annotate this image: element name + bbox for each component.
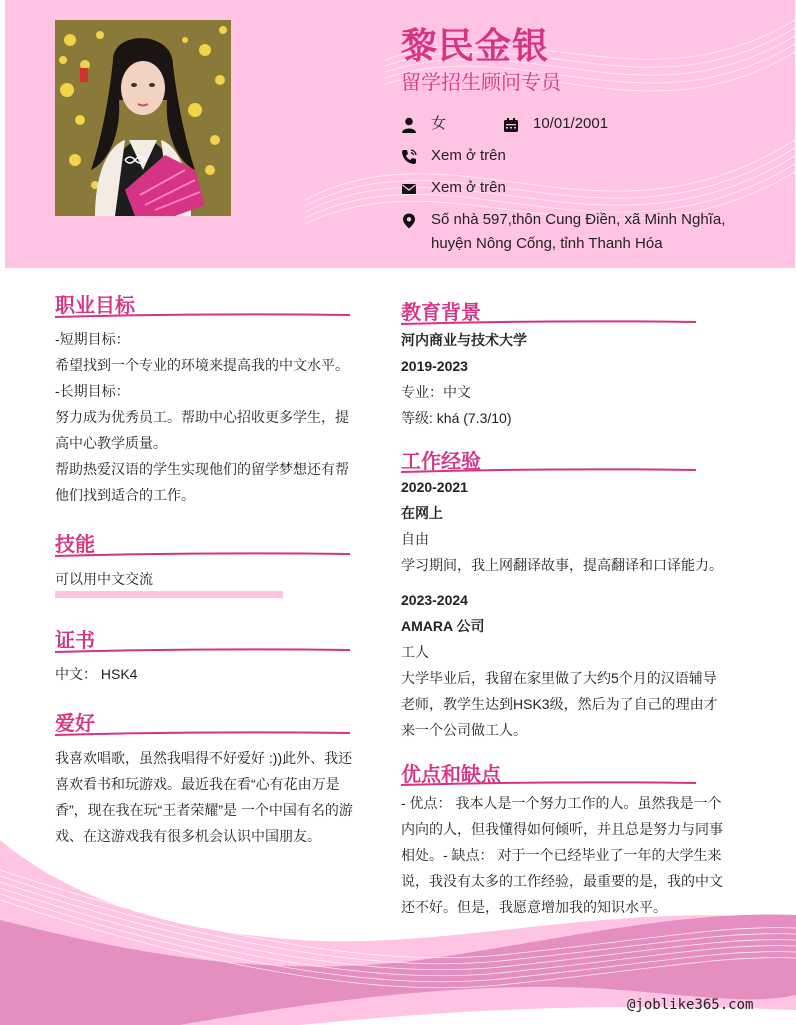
- address-row: [401, 212, 725, 256]
- skill-level-bar: [55, 591, 283, 598]
- candidate-name: 黎民金银: [401, 25, 550, 66]
- job-desc-line: 大学毕业后，我留在家里做了大约5个月的汉语辅导: [401, 670, 717, 686]
- hobbies-underline: [55, 730, 350, 738]
- birthdate-value: 10/01/2001: [533, 115, 609, 132]
- gender-value: 女: [431, 115, 447, 132]
- strengths-underline: [401, 780, 696, 788]
- job-entry-2: [401, 587, 718, 743]
- job-role: 自由: [401, 531, 429, 547]
- certificates-heading: 证书: [55, 630, 95, 652]
- address-line-2: huyện Nông Cống, tỉnh Thanh Hóa: [431, 235, 663, 252]
- objective-line: -长期目标：: [55, 383, 130, 399]
- education-heading: 教育背景: [401, 302, 481, 324]
- job-desc-line: 来一个公司做工人。: [401, 722, 527, 738]
- strengths-line: - 优点： 我本人是一个努力工作的人。虽然我是一个: [401, 795, 722, 811]
- certificate-item: 中文： HSK4: [55, 666, 138, 682]
- job-role: 工人: [401, 644, 429, 660]
- education-underline: [401, 319, 696, 327]
- email-icon: [401, 181, 417, 197]
- objective-underline: [55, 312, 350, 320]
- strengths-line: 说，我没有太多的工作经验，最重要的是，我的中文: [401, 873, 723, 889]
- school-name: 河内商业与技术大学: [401, 332, 527, 348]
- strengths-line: 内向的人，但我懂得如何倾听，并且总是努力与同事: [401, 821, 723, 837]
- education-grade: 等级: khá (7.3/10): [401, 410, 512, 426]
- phone-icon: [401, 149, 417, 165]
- address-value: [431, 208, 725, 256]
- candidate-position: 留学招生顾问专员: [401, 72, 561, 94]
- education-major: 专业：中文: [401, 384, 471, 400]
- hobbies-line: 戏、在这游戏我有很多机会认识中国朋友。: [55, 828, 321, 844]
- email-row: [401, 180, 506, 200]
- objective-heading: 职业目标: [55, 295, 135, 317]
- user-icon: [401, 117, 417, 133]
- objective-line: 他们找到适合的工作。: [55, 487, 195, 503]
- objective-line: -短期目标：: [55, 331, 130, 347]
- phone-row: [401, 148, 506, 168]
- gender-row: [401, 116, 446, 136]
- objective-line: 帮助热爱汉语的学生实现他们的留学梦想还有帮: [55, 461, 349, 477]
- strengths-heading: 优点和缺点: [401, 764, 501, 786]
- job-desc-line: 学习期间，我上网翻译故事，提高翻译和口译能力。: [401, 557, 723, 573]
- location-icon: [401, 213, 417, 229]
- hobbies-heading: 爱好: [55, 713, 95, 735]
- job-years: 2023-2024: [401, 592, 468, 608]
- profile-photo: [55, 20, 231, 216]
- strengths-text: [401, 790, 741, 920]
- email-value: Xem ở trên: [431, 179, 506, 196]
- skills-underline: [55, 551, 350, 559]
- job-years: 2020-2021: [401, 479, 468, 495]
- birthdate-row: [503, 116, 608, 136]
- certificates-underline: [55, 647, 350, 655]
- strengths-line: 还不好。但是，我愿意增加我的知识水平。: [401, 899, 667, 915]
- job-entry-1: [401, 474, 723, 578]
- education-years: 2019-2023: [401, 358, 468, 374]
- objective-line: 努力成为优秀员工。帮助中心招收更多学生，提: [55, 409, 349, 425]
- education-block: [401, 327, 527, 431]
- address-line-1: Số nhà 597,thôn Cung Điền, xã Minh Nghĩa,: [431, 211, 726, 228]
- hobbies-line: 我喜欢唱歌，虽然我唱得不好爱好 :))此外、我还: [55, 750, 353, 766]
- footer-website-link[interactable]: @joblike365.com: [627, 997, 754, 1013]
- job-company: 在网上: [401, 505, 443, 521]
- skills-heading: 技能: [55, 534, 95, 556]
- objective-text: [55, 326, 365, 508]
- job-desc-line: 老师，教学生达到HSK3级，然后为了自己的理由才: [401, 696, 718, 712]
- hobbies-line: 香”，现在我在玩“王者荣耀”是 一个中国有名的游: [55, 802, 353, 818]
- objective-line: 希望找到一个专业的环境来提高我的中文水平。: [55, 357, 349, 373]
- phone-value: Xem ở trên: [431, 147, 506, 164]
- skill-item: 可以用中文交流: [55, 571, 153, 587]
- objective-line: 高中心教学质量。: [55, 435, 167, 451]
- strengths-line: 相处。- 缺点： 对于一个已经毕业了一年的大学生来: [401, 847, 722, 863]
- calendar-icon: [503, 117, 519, 133]
- job-company: AMARA 公司: [401, 618, 485, 634]
- experience-heading: 工作经验: [401, 451, 481, 473]
- hobbies-line: 喜欢看书和玩游戏。最近我在看“心有花由万是: [55, 776, 340, 792]
